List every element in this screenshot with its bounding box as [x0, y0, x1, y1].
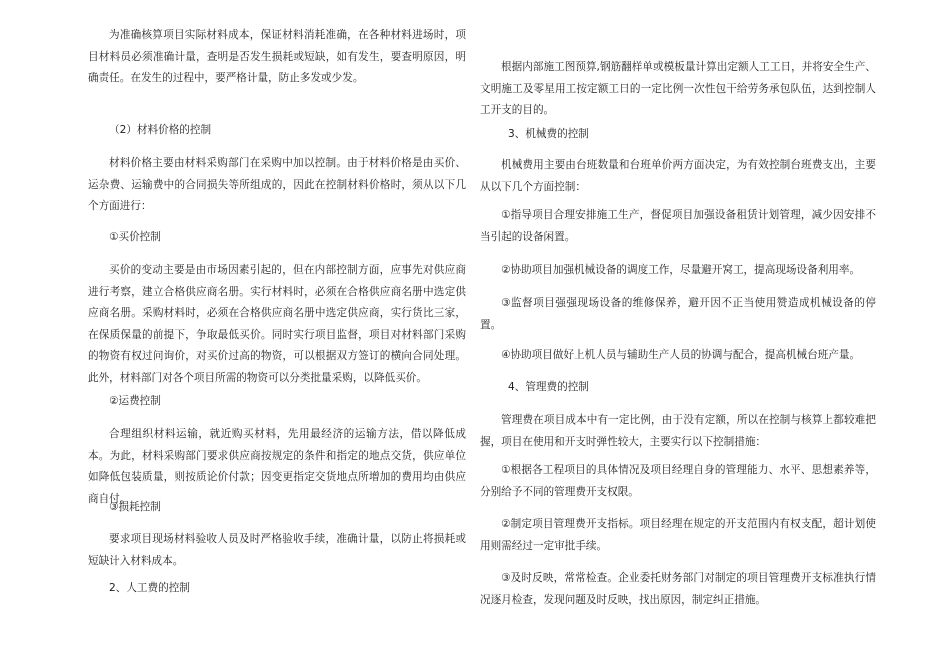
labor-paragraph: 根据内部施工图预算,钢筋翻样单或模板量计算出定额人工工日，并将安全生产、文明施工及零星用工按定额工日的一定比例一次性包干给劳务承包队伍，达到控制人工开支的目的。 [480, 61, 876, 116]
freight-paragraph: 合理组织材料运输，就近购买材料，先用最经济的运输方法，借以降低成本。为此，材料采购部门要求供应商按规定的条件和指定的地点交货，供应单位如降低包装质量，则按质论价付款；因变更指定交货地点所增加的费用均由供应商自付。 [88, 428, 466, 505]
machine-cost-heading: 3、机械费的控制 [508, 128, 589, 140]
management-cost-heading: 4、管理费的控制 [508, 381, 589, 393]
buy-price-heading: ①买价控制 [109, 231, 161, 243]
loss-heading: ③损耗控制 [109, 501, 161, 513]
loss-paragraph: 要求项目现场材料验收人员及时严格验收手续，准确计量，以防止将损耗或短缺计入材料成本。 [88, 533, 466, 567]
material-price-heading: （2）材料价格的控制 [109, 124, 212, 136]
management-item-2: ②制定项目管理费开支指标。项目经理在规定的开支范围内有权支配，超计划使用则需经过一定审批手续。 [480, 518, 876, 552]
machine-item-4: ④协助项目做好上机人员与辅助生产人员的协调与配合，提高机械台班产量。 [501, 349, 861, 361]
freight-heading: ②运费控制 [109, 395, 161, 407]
management-item-1: ①根据各工程项目的具体情况及项目经理自身的管理能力、水平、思想素养等，分别给予不同的管理费开支权限。 [480, 464, 876, 498]
management-item-3: ③及时反映，常常检查。企业委托财务部门对制定的项目管理费开支标准执行情况逐月检查，发现问题及时反映，找出原因，制定纠正措施。 [480, 572, 876, 606]
labor-cost-heading: 2、人工费的控制 [109, 582, 190, 594]
machine-item-1: ①指导项目合理安排施工生产，督促项目加强设备租赁计划管理，减少因安排不当引起的设备闲置。 [480, 209, 876, 243]
machine-item-2: ②协助项目加强机械设备的调度工作，尽量避开窝工，提高现场设备利用率。 [501, 264, 861, 276]
machine-item-3: ③监督项目强强现场设备的维修保养，避开因不正当使用赞造成机械设备的停置。 [480, 297, 876, 331]
material-price-paragraph: 材料价格主要由材料采购部门在采购中加以控制。由于材料价格是由买价、运杂费、运输费中的合同损失等所组成的，因此在控制材料价格时，须从以下几个方面进行： [88, 157, 466, 212]
material-quantity-paragraph: 为准确核算项目实际材料成本，保证材料消耗准确，在各种材料进场时，项目材料员必须准确计量，查明是否发生损耗或短缺，如有发生，要查明原因，明确责任。在发生的过程中，要严格计量，防止多发或少发。 [88, 29, 466, 84]
management-cost-paragraph: 管理费在项目成本中有一定比例，由于没有定额，所以在控制与核算上都较难把握，项目在使用和开支时弹性较大，主要实行以下控制措施： [480, 414, 876, 448]
buy-price-paragraph: 买价的变动主要是由市场因素引起的，但在内部控制方面，应事先对供应商进行考察，建立合格供应商名册。实行材料时，必须在合格供应商名册中选定供应商名册。采购材料时，必须在合格供应商名册中选定供应商，实行货比三家，在保质保量的前提下，争取最低买价。同时实行项目监督，项目对材料部门采购的物资有权过问询价，对买价过高的物资，可以根据双方签订的横向合同处理。此外，材料部门对各个项目所需的物资可以分类批量采购，以降低买价。 [88, 264, 466, 384]
machine-cost-paragraph: 机械费用主要由台班数量和台班单价两方面决定，为有效控制台班费支出，主要从以下几个方面控制： [480, 159, 876, 193]
